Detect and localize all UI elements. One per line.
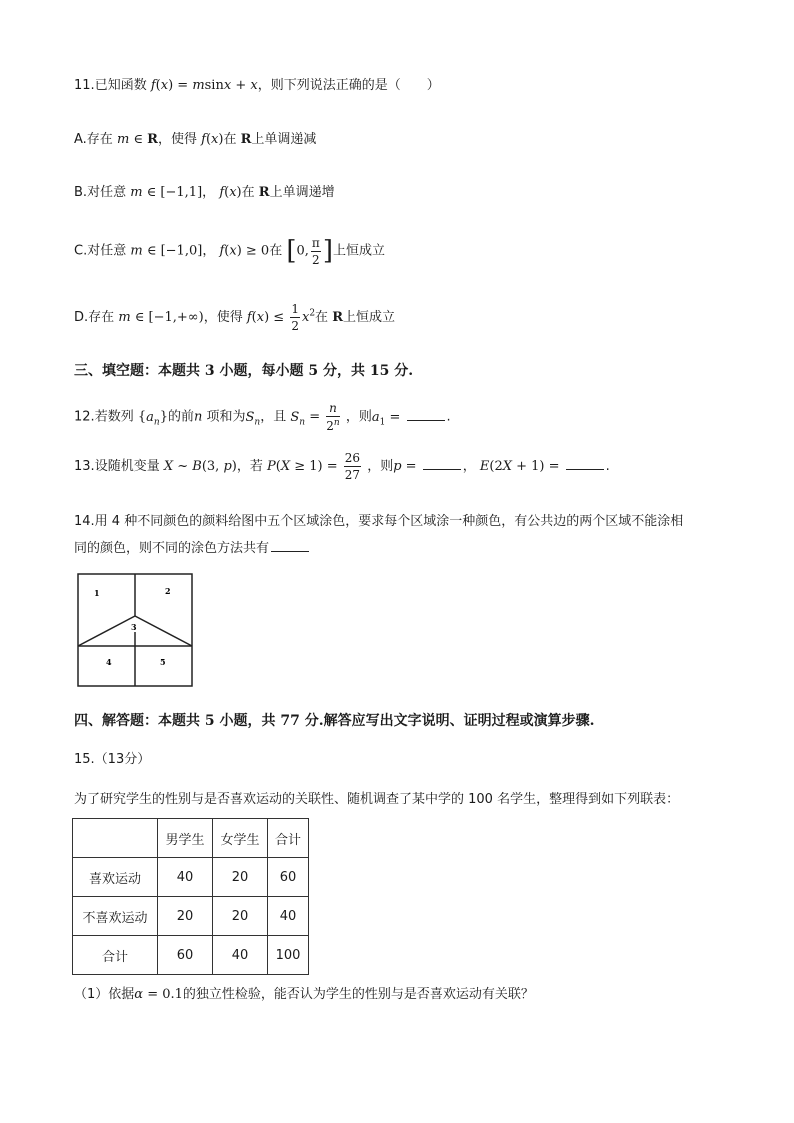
table-cell: 喜欢运动 bbox=[73, 858, 158, 897]
region-diagram bbox=[76, 572, 196, 690]
q11-option-a: A.存在 m ∈ R，使得 f(x)在 R上单调递减 bbox=[74, 132, 317, 147]
q13: 13.设随机变量 X ~ B(3, p)，若 P(X ≥ 1) = $\frac{26}{27}$ ，则p = ， E(2X + 1) = . bbox=[74, 451, 610, 482]
table-cell: 100 bbox=[268, 936, 309, 975]
table-row bbox=[73, 936, 309, 975]
q11-formula: f(x) = msinx + x bbox=[150, 78, 258, 93]
q14-line1: 14.用 4 种不同颜色的颜料给图中五个区域涂色，要求每个区域涂一种颜色，有公共边的两个区域不能涂相 bbox=[74, 514, 684, 529]
diagram-divider-left bbox=[78, 616, 135, 646]
q11-stem: 11.已知函数 f(x) = msinx + x，则下列说法正确的是（ ） bbox=[74, 78, 440, 93]
q11-option-b: B.对任意 m ∈ [−1,1]， f(x)在 R上单调递增 bbox=[74, 185, 335, 200]
region-label-3: 3 bbox=[131, 622, 137, 632]
q15-number: 15.（13分） bbox=[74, 752, 151, 767]
q11-option-d: D.存在 m ∈ [−1,+∞)，使得 f(x) ≤ $\frac{1}{2}$ $x^2$在 R上恒成立 bbox=[74, 302, 396, 333]
region-label-4: 4 bbox=[106, 657, 112, 667]
table-cell: 合计 bbox=[73, 936, 158, 975]
q11-option-c: C.对任意 m ∈ [−1,0]， f(x) ≥ 0在 [0, $\frac{\pi}{2}$ ]上恒成立 bbox=[74, 235, 385, 267]
table-header-cell: 女学生 bbox=[213, 819, 268, 858]
region-label-5: 5 bbox=[160, 657, 166, 667]
table-cell: 60 bbox=[268, 858, 309, 897]
table-row bbox=[73, 897, 309, 936]
section3-heading: 三、填空题：本题共 3 小题，每小题 5 分，共 15 分. bbox=[74, 363, 414, 379]
table-cell: 60 bbox=[158, 936, 213, 975]
table-cell: 20 bbox=[213, 897, 268, 936]
q15-intro: 为了研究学生的性别与是否喜欢运动的关联性、随机调查了某中学的 100 名学生，整理得到如下列联表： bbox=[74, 792, 680, 807]
q15-part1: （1）依据α = 0.1的独立性检验，能否认为学生的性别与是否喜欢运动有关联？ bbox=[74, 987, 534, 1002]
contingency-table bbox=[72, 818, 309, 975]
table-cell: 40 bbox=[158, 858, 213, 897]
table-cell: 20 bbox=[158, 897, 213, 936]
section4-heading: 四、解答题：本题共 5 小题，共 77 分.解答应写出文字说明、证明过程或演算步骤. bbox=[74, 713, 595, 729]
table-header-cell: 男学生 bbox=[158, 819, 213, 858]
table-header-row bbox=[73, 819, 309, 858]
table-cell: 40 bbox=[268, 897, 309, 936]
q14-line2: 同的颜色，则不同的涂色方法共有 bbox=[74, 537, 311, 556]
diagram-divider-right bbox=[135, 616, 192, 646]
table-row bbox=[73, 858, 309, 897]
table-header-cell: 合计 bbox=[268, 819, 309, 858]
q12: 12.若数列 $\{a_n\}$的前n 项和为$S_n$，且 $S_n$ = $\frac{n}{2^n}$ ，则$a_1$ = . bbox=[74, 401, 451, 433]
table-cell: 不喜欢运动 bbox=[73, 897, 158, 936]
table-header-cell bbox=[73, 819, 158, 858]
table-cell: 40 bbox=[213, 936, 268, 975]
region-label-2: 2 bbox=[165, 586, 171, 596]
region-label-1: 1 bbox=[94, 588, 100, 598]
table-cell: 20 bbox=[213, 858, 268, 897]
